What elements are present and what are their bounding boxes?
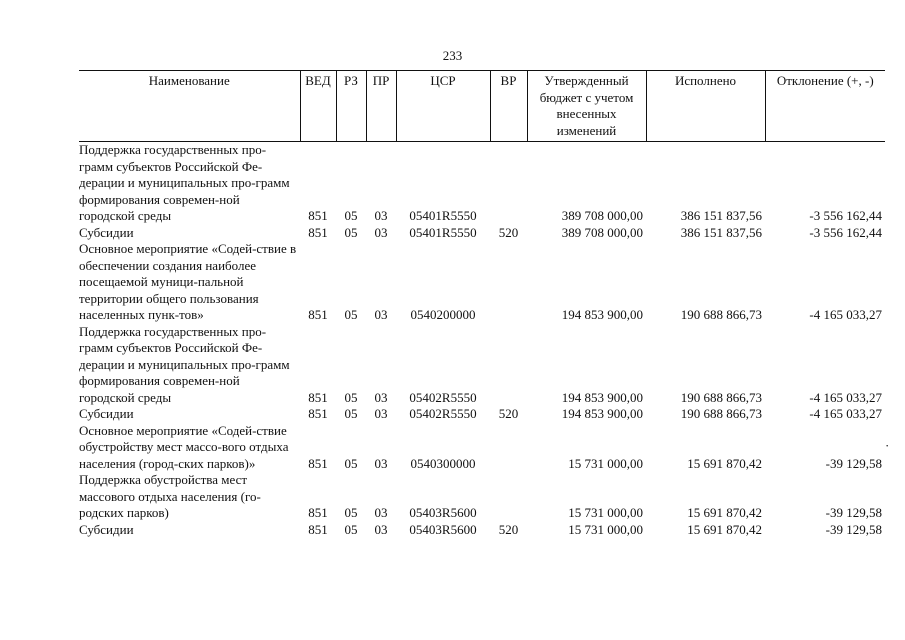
cell-deviation: -4 165 033,27 [809, 307, 882, 322]
cell-deviation: -39 129,58 [825, 521, 882, 537]
cell-pr: 03 [374, 505, 388, 520]
cell-rz: 05 [344, 389, 358, 405]
cell-csr: 05401R5550 [409, 224, 477, 240]
cell-done: 386 151 837,56 [680, 224, 762, 240]
table-row [79, 406, 885, 423]
cell-name: Субсидии [79, 406, 134, 421]
cell-csr: 05402R5550 [409, 389, 477, 405]
cell-ved: 851 [308, 307, 328, 322]
cell-budget: 389 708 000,00 [561, 208, 643, 223]
cell-vr [490, 142, 527, 225]
cell-vr [490, 241, 527, 324]
cell-budget: 15 731 000,00 [568, 521, 643, 537]
cell-rz: 05 [344, 406, 358, 421]
cell-ved: 851 [308, 406, 328, 421]
cell-done: 386 151 837,56 [680, 208, 762, 223]
header-ved: ВЕД [300, 71, 336, 142]
cell-pr: 03 [374, 389, 388, 405]
cell-done: 15 691 870,42 [687, 505, 762, 520]
table-header [79, 71, 885, 142]
header-done: Исполнено [646, 71, 765, 142]
cell-csr: 05401R5550 [409, 208, 477, 223]
cell-budget: 15 731 000,00 [568, 505, 643, 520]
cell-deviation: -39 129,58 [825, 455, 882, 471]
table-row [79, 241, 885, 324]
cell-rz: 05 [344, 455, 358, 471]
cell-deviation: -4 165 033,27 [809, 389, 882, 405]
table-row [79, 472, 885, 522]
cell-ved: 851 [308, 521, 328, 537]
cell-pr: 03 [374, 307, 388, 322]
cell-name: Поддержка обустройства мест массового отдыха населения (го-родских парков) [79, 472, 261, 520]
cell-name: Поддержка государственных про-грамм субъектов Российской Фе-дерации и муниципальных про-грамм формирования современ-ной городской среды [79, 323, 290, 405]
cell-deviation: -4 165 033,27 [809, 406, 882, 421]
cell-deviation: -39 129,58 [825, 505, 882, 520]
cell-name: Основное мероприятие «Содей-ствие обустройству мест массо-вого отдыха населения (город-ских парков)» [79, 422, 289, 471]
table-body [79, 142, 885, 539]
cell-done: 190 688 866,73 [680, 389, 762, 405]
cell-ved: 851 [308, 224, 328, 240]
cell-budget: 194 853 900,00 [561, 406, 643, 421]
header-budget: Утвержденный бюджет с учетом внесенных изменений [527, 71, 646, 142]
header-rz: РЗ [336, 71, 366, 142]
table-row [79, 225, 885, 242]
header-name: Наименование [79, 71, 300, 142]
cell-budget: 194 853 900,00 [561, 307, 643, 322]
cell-vr: 520 [498, 224, 519, 240]
cell-vr [490, 423, 527, 473]
cell-pr: 03 [374, 224, 388, 240]
header-deviation: Отклонение (+, -) [765, 71, 885, 142]
header-csr: ЦСР [396, 71, 490, 142]
cell-name: Поддержка государственных про-грамм субъектов Российской Фе-дерации и муниципальных про-грамм формирования современ-ной городской среды [79, 142, 290, 223]
cell-name: Основное мероприятие «Содей-ствие в обеспечении создания наиболее посещаемой муници-пальной территории общего пользования населенных пунк-тов» [79, 241, 297, 322]
cell-done: 15 691 870,42 [687, 521, 762, 537]
cell-budget: 194 853 900,00 [561, 389, 643, 405]
cell-rz: 05 [344, 521, 358, 537]
cell-done: 190 688 866,73 [680, 307, 762, 322]
margin-mark: · [885, 438, 890, 453]
table-row [79, 522, 885, 539]
table-row [79, 423, 885, 473]
cell-name: Субсидии [79, 224, 134, 240]
cell-rz: 05 [344, 307, 358, 322]
cell-csr: 05403R5600 [409, 521, 477, 537]
cell-ved: 851 [308, 455, 328, 471]
budget-table [79, 70, 885, 538]
cell-vr: 520 [498, 521, 519, 537]
table-row [79, 142, 885, 225]
cell-vr: 520 [498, 406, 519, 421]
cell-done: 15 691 870,42 [687, 455, 762, 471]
cell-deviation: -3 556 162,44 [809, 208, 882, 223]
cell-rz: 05 [344, 224, 358, 240]
cell-deviation: -3 556 162,44 [809, 224, 882, 240]
cell-pr: 03 [374, 521, 388, 537]
cell-csr: 0540200000 [410, 307, 476, 322]
cell-done: 190 688 866,73 [680, 406, 762, 421]
cell-rz: 05 [344, 208, 358, 223]
cell-ved: 851 [308, 389, 328, 405]
cell-rz: 05 [344, 505, 358, 520]
cell-csr: 05403R5600 [409, 505, 477, 520]
cell-pr: 03 [374, 455, 388, 471]
cell-pr: 03 [374, 406, 388, 421]
cell-csr: 05402R5550 [409, 406, 477, 421]
cell-vr [490, 324, 527, 407]
table-row [79, 324, 885, 407]
cell-name: Субсидии [79, 521, 134, 537]
cell-budget: 389 708 000,00 [561, 224, 643, 240]
cell-pr: 03 [374, 208, 388, 223]
cell-ved: 851 [308, 208, 328, 223]
cell-ved: 851 [308, 505, 328, 520]
header-pr: ПР [366, 71, 396, 142]
page-number: 233 [442, 48, 463, 63]
header-vr: ВР [490, 71, 527, 142]
cell-vr [490, 472, 527, 522]
cell-csr: 0540300000 [410, 455, 476, 471]
cell-budget: 15 731 000,00 [568, 455, 643, 471]
